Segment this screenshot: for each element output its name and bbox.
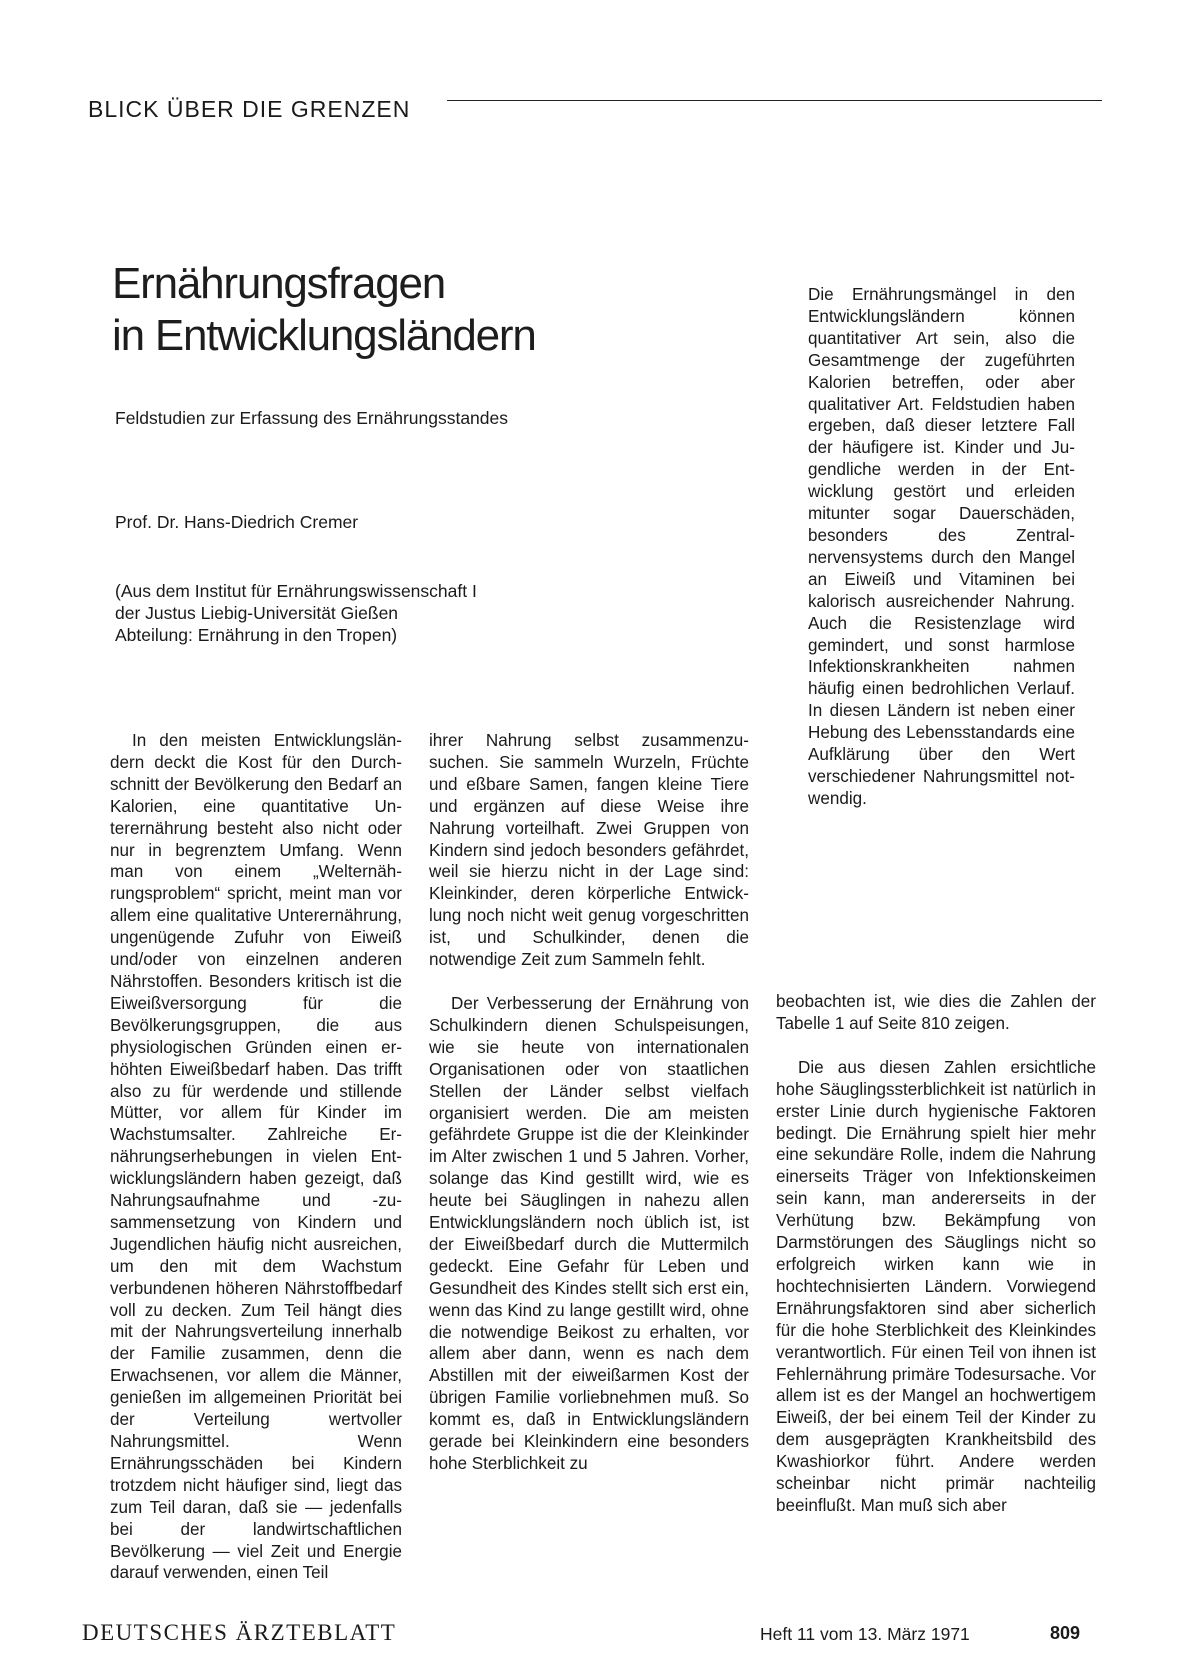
issue-info: Heft 11 vom 13. März 1971 [760,1624,970,1644]
body-column-1 [110,730,402,1584]
affiliation-line-3: Abteilung: Ernährung in den Tropen) [115,625,398,645]
body-paragraph: Der Verbesserung der Ernährung von Schulkindern dienen Schulspeisungen, wie sie heute von internationalen Organisationen oder von staatlichen Stellen der Länder selbst vielfach organisiert werden. Die am meisten gefährdete Gruppe ist die der Kleinkinder im Alter zwischen 1 und 5 Jahren. Vorher, solange das Kind gestillt wird, wie es heute bei Säuglingen in nahezu allen Entwicklungsländern noch üblich ist, ist der Eiweißbedarf durch die Muttermilch gedeckt. Eine Gefahr für Leben und Gesundheit des Kindes stellt sich erst ein, wenn das Kind zu lange gestillt wird, ohne die notwendige Beikost zu erhalten, vor allem aber dann, wenn es nach dem Abstillen mit der eiweißarmen Kost der übrigen Familie vorliebnehmen muß. So kommt es, daß in Entwicklungsländern gerade bei Kleinkindern eine besonders hohe Sterblichkeit zu [429,993,749,1473]
journal-name: DEUTSCHES ÄRZTEBLATT [82,1620,397,1645]
author-affiliation [115,580,575,646]
intro-abstract [808,284,1075,810]
body-paragraph: In den meisten Entwicklungsländern deckt die Kost für den Durchschnitt der Bevölkerung den Bedarf an Kalorien, eine quantitative Unterernährung besteht also nicht oder nur in begrenztem Umfang. Wenn man von einem „Welternährungsproblem“ spricht, meint man vor allem eine qualitative Unterernährung, ungenügende Zufuhr von Eiweiß und/oder von einzelnen anderen Nährstoffen. Besonders kritisch ist die Eiweißversorgung für die Bevölkerungsgruppen, die aus physiologischen Gründen einen erhöhten Eiweißbedarf haben. Das trifft also zu für werdende und stillende Mütter, vor allem für Kinder im Wachstumsalter. Zahlreiche Ernährungserhebungen in vielen Entwicklungsländern haben gezeigt, daß Nahrungsaufnahme und -zusammensetzung von Kindern und Jugendlichen häufig nicht ausreichen, um den mit dem Wachstum verbundenen höheren Nährstoffbedarf voll zu decken. Zum Teil hängt dies mit der Nahrungsverteilung innerhalb der Familie zusammen, denn die Erwachsenen, vor allem die Männer, genießen im allgemeinen Priorität bei der Verteilung wertvoller Nahrungsmittel. Wenn Ernährungsschäden bei Kindern trotzdem nicht häufiger sind, liegt das zum Teil daran, daß sie — jedenfalls bei der landwirtschaftlichen Bevölkerung — viel Zeit und Energie darauf verwenden, einen Teil [110,731,402,1583]
body-paragraph: ihrer Nahrung selbst zusammenzusuchen. Sie sammeln Wurzeln, Früchte und eßbare Samen, fangen kleine Tiere und ergänzen auf diese Weise ihre Nahrung vorteilhaft. Zwei Gruppen von Kindern sind jedoch besonders gefährdet, weil sie hierzu nicht in der Lage sind: Kleinkinder, deren körperliche Entwicklung noch nicht weit genug vorgeschritten ist, und Schulkinder, denen die notwendige Zeit zum Sammeln fehlt. [429,731,749,970]
body-column-3 [776,991,1096,1517]
article-author: Prof. Dr. Hans-Diedrich Cremer [115,512,359,532]
body-paragraph: Die aus diesen Zahlen ersichtliche hohe Säuglingssterblichkeit ist natürlich in erster Linie durch hygienische Faktoren bedingt. Die Ernährung spielt hier mehr eine sekundäre Rolle, indem die Nahrung einerseits Träger von Infektionskeimen sein kann, man andererseits in der Verhütung bzw. Bekämpfung von Darmstörungen des Säuglings nicht so erfolgreich wirken kann wie in hochtechnisierten Ländern. Vorwiegend Ernährungsfaktoren sind aber sicherlich für die hohe Sterblichkeit des Kleinkindes verantwortlich. Für einen Teil von ihnen ist Fehlernährung primäre Todesursache. Vor allem ist es der Mangel an hochwertigem Eiweiß, der bei einem Teil der Kinder zu dem ausgeprägten Krankheitsbild des Kwashiorkor führt. Andere werden scheinbar nicht primär nachteilig beeinflußt. Man muß sich aber [776,1057,1096,1515]
affiliation-line-1: (Aus dem Institut für Ernährungswissenschaft I [115,581,477,601]
body-column-2 [429,730,749,1475]
section-rule [447,100,1102,101]
page-number: 809 [1050,1623,1081,1643]
section-label: BLICK ÜBER DIE GRENZEN [88,96,411,122]
affiliation-line-2: der Justus Liebig-Universität Gießen [115,603,399,623]
title-line-1: Ernährungsfragen [112,259,446,308]
article-subtitle: Feldstudien zur Erfassung des Ernährungsstandes [115,408,509,428]
intro-paragraph: Die Ernährungsmängel in den Entwicklungsländern können quantitativer Art sein, also die Gesamtmenge der zugeführten Kalorien betreffen, oder aber qualitativer Art. Feldstudien haben ergeben, daß dieser letztere Fall der häufigere ist. Kinder und Jugendliche werden in der Entwicklung gestört und erleiden mitunter sogar Dauerschäden, besonders des Zentralnervensystems durch den Mangel an Eiweiß und Vitaminen bei kalorisch ausreichender Nahrung. Auch die Resistenzlage wird gemindert, und sonst harmlose Infektionskrankheiten nahmen häufig einen bedrohlichen Verlauf. In diesen Ländern ist neben einer Hebung des Lebensstandards eine Aufklärung über den Wert verschiedener Nahrungsmittel notwendig. [808,285,1075,808]
article-title [112,258,672,362]
title-line-2: in Entwicklungsländern [112,311,536,360]
body-paragraph: beobachten ist, wie dies die Zahlen der Tabelle 1 auf Seite 810 zeigen. [776,992,1096,1033]
